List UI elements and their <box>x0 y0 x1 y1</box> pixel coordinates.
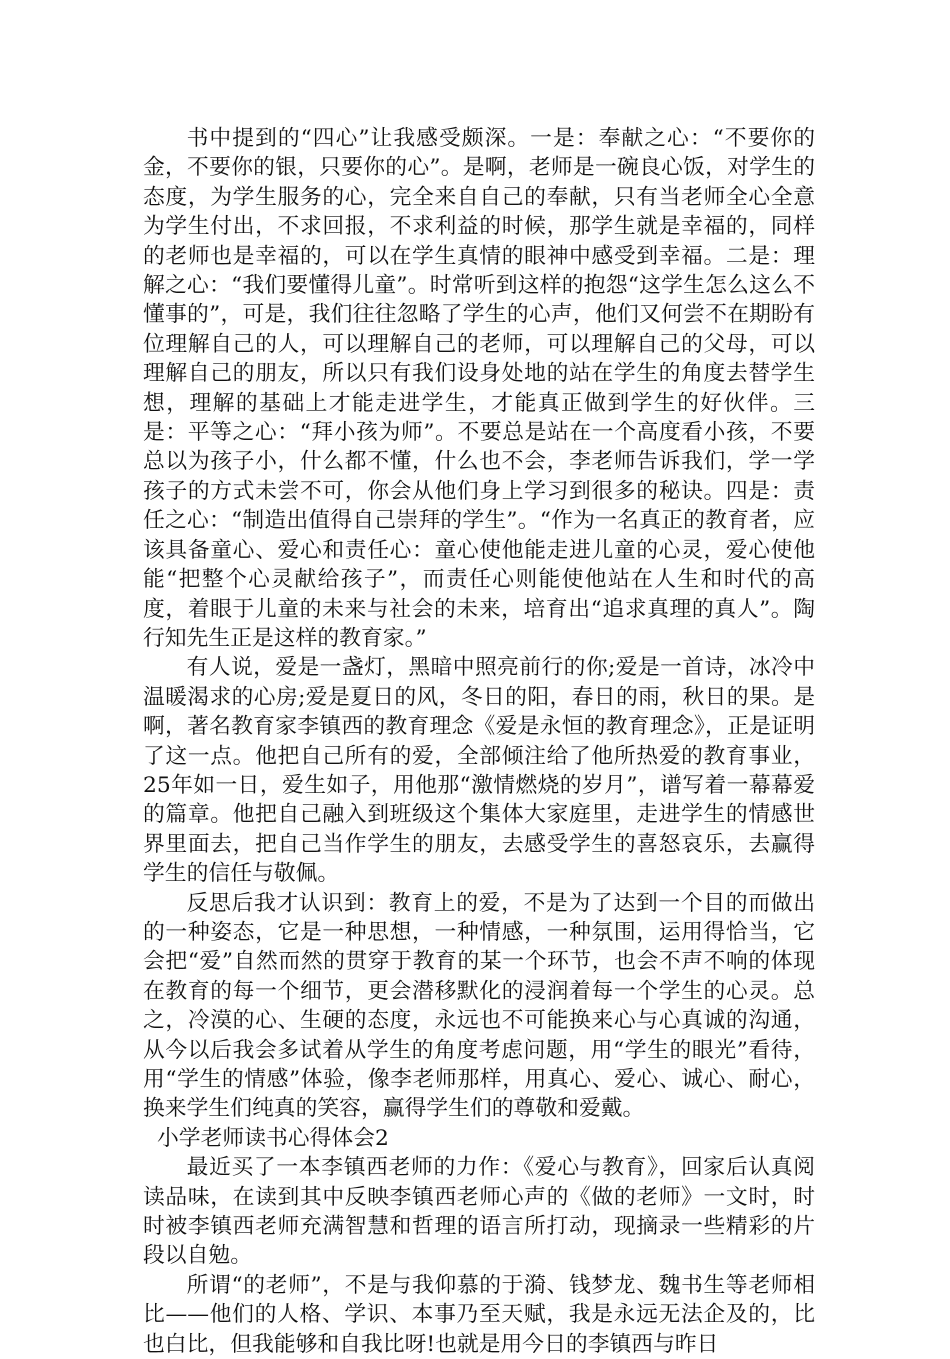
document-page <box>143 124 815 1359</box>
paragraph-four-hearts: 书中提到的“四心”让我感受颇深。一是：奉献之心：“不要你的金，不要你的银，只要你的心”。是啊，老师是一碗良心饭，对学生的态度，为学生服务的心，完全来自自己的奉献，只有当老师全心全意为学生付出，不求回报，不求利益的时候，那学生就是幸福的，同样的老师也是幸福的，可以在学生真情的眼神中感受到幸福。二是：理解之心：“我们要懂得儿童”。时常听到这样的抱怨“这学生怎么这么不懂事的”，可是，我们往往忽略了学生的心声，他们又何尝不在期盼有位理解自己的人，可以理解自己的老师，可以理解自己的父母，可以理解自己的朋友，所以只有我们设身处地的站在学生的角度去替学生想，理解的基础上才能走进学生，才能真正做到学生的好伙伴。三是：平等之心：“拜小孩为师”。不要总是站在一个高度看小孩，不要总以为孩子小，什么都不懂，什么也不会，李老师告诉我们，学一学孩子的方式未尝不可，你会从他们身上学习到很多的秘诀。四是：责任之心：“制造出值得自己崇拜的学生”。“作为一名真正的教育者，应该具备童心、爱心和责任心：童心使他能走进儿童的心灵，爱心使他能“把整个心灵献给孩子”，而责任心则能使他站在人生和时代的高度，着眼于儿童的未来与社会的未来，培育出“追求真理的真人”。陶行知先生正是这样的教育家。” <box>143 126 815 651</box>
paragraph-love-is-a-lamp: 有人说，爱是一盏灯，黑暗中照亮前行的你;爱是一首诗，冰冷中温暖渴求的心房;爱是夏日的风，冬日的阳，春日的雨，秋日的果。是啊，著名教育家李镇西的教育理念《爱是永恒的教育理念》，正是证明了这一点。他把自己所有的爱，全部倾注给了他所热爱的教育事业，25年如一日，爱生如子，用他那“激情燃烧的岁月”，谱写着一幕幕爱的篇章。他把自己融入到班级这个集体大家庭里，走进学生的情感世界里面去，把自己当作学生的朋友，去感受学生的喜怒哀乐，去赢得学生的信任与敬佩。 <box>143 655 815 887</box>
paragraph-recent-book: 最近买了一本李镇西老师的力作：《爱心与教育》，回家后认真阅读品味，在读到其中反映李镇西老师心声的《做的老师》一文时，时时被李镇西老师充满智慧和哲理的语言所打动，现摘录一些精彩的片段以自勉。 <box>143 1155 815 1269</box>
section-title: 小学老师读书心得体会2 <box>157 1125 389 1151</box>
paragraph-reflection: 反思后我才认识到：教育上的爱，不是为了达到一个目的而做出的一种姿态，它是一种思想，一种情感，一种氛围，运用得恰当，它会把“爱”自然而然的贯穿于教育的某一个环节，也会不声不响的体现在教育的每一个细节，更会潜移默化的浸润着每一个学生的心灵。总之，冷漠的心、生硬的态度，永远也不可能换来心与心真诚的沟通，从今以后我会多试着从学生的角度考虑问题，用“学生的眼光”看待，用“学生的情感”体验，像李老师那样，用真心、爱心、诚心、耐心，换来学生们纯真的笑容，赢得学生们的尊敬和爱戴。 <box>143 890 815 1122</box>
paragraph-the-teacher: 所谓“的老师”，不是与我仰慕的于漪、钱梦龙、魏书生等老师相比——他们的人格、学识、本事乃至天赋，我是永远无法企及的，比也白比，但我能够和自我比呀!也就是用今日的李镇西与昨日 <box>143 1272 815 1357</box>
